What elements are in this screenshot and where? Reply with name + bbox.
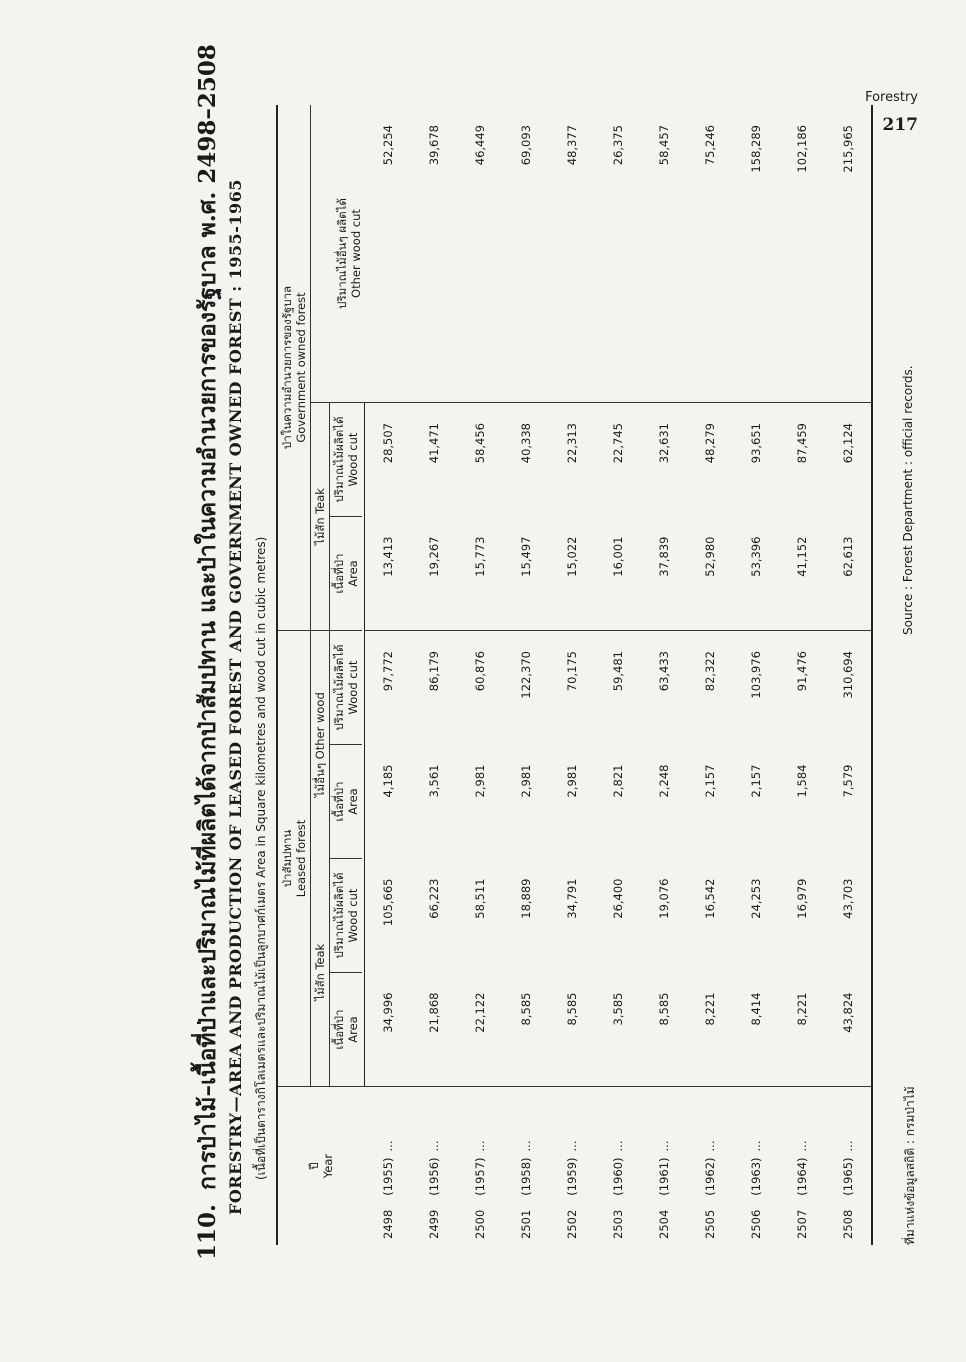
unit-note-thai: (เนื้อที่เป็นตารางกิโลเมตรและปริมาณไม้เป็นลูกบาศก์เมตร (254, 881, 268, 1180)
source-english: Source : Forest Department : official records. (901, 365, 915, 635)
year-cell (549, 1087, 595, 1246)
cell-la-teak-area: 34,996 (381, 992, 395, 1033)
gov-teak-header (311, 403, 330, 631)
cell-la-other-area: 2,157 (749, 764, 763, 798)
year-cell (503, 1087, 549, 1246)
leased-english: Leased forest (294, 819, 308, 898)
cell-gov-teak-cut: 58,456 (457, 403, 503, 517)
leader-dots: ... (657, 1140, 671, 1152)
year-ce: (1958) (519, 1157, 533, 1196)
cell-la-other-cut: 103,976 (733, 631, 779, 745)
cell-gov-teak-area: 37,839 (657, 536, 671, 577)
source-thai: ที่มาแห่งข้อมูลสถิติ : กรมป่าไม้ (903, 1086, 917, 1245)
cell-gov-other-cut: 58,457 (657, 125, 671, 166)
other-wood-english: Other wood (313, 692, 327, 760)
wood-cut-thai: ปริมาณไม้ผลิตได้ (332, 644, 346, 731)
year-header (277, 1087, 365, 1246)
cell-gov-other-cut: 158,289 (749, 125, 763, 173)
year-be: 2508 (841, 1209, 855, 1239)
cell-la-teak-cut: 16,542 (703, 878, 717, 919)
cell-la-other-cut: 91,476 (779, 631, 825, 745)
cell-la-other-area: 3,561 (427, 764, 441, 798)
wood-cut-english: Wood cut (346, 660, 360, 715)
year-be: 2498 (380, 1209, 395, 1239)
cell-la-other-area: 2,981 (519, 764, 533, 798)
area-english: Area (346, 560, 360, 587)
cell-la-other-area: 2,821 (611, 764, 625, 798)
leased-thai: ป่าสัมปทาน (280, 829, 294, 888)
other-wood-cut-thai: ปริมาณไม้อื่นๆ ผลิตได้ (334, 198, 349, 309)
forestry-table (276, 105, 873, 1245)
year-ce: (1963) (749, 1157, 763, 1196)
cell-la-teak-area: 3,585 (611, 992, 625, 1026)
cell-gov-other-cut: 26,375 (611, 125, 625, 166)
cell-la-other-cut: 70,175 (549, 631, 595, 745)
cell-la-teak-cut: 19,076 (657, 878, 671, 919)
leader-dots: ... (795, 1140, 809, 1152)
table-title-thai (190, 44, 226, 1260)
cell-la-other-area: 1,584 (795, 764, 809, 798)
table-row (733, 105, 779, 1245)
year-be: 2505 (703, 1209, 717, 1239)
year-ce: (1965) (841, 1157, 855, 1196)
year-be: 2500 (473, 1209, 487, 1239)
cell-gov-teak-cut: 48,279 (687, 403, 733, 517)
leader-dots: ... (427, 1140, 441, 1152)
table-row (687, 105, 733, 1245)
cell-la-other-area: 2,248 (657, 764, 671, 798)
year-ce: (1960) (611, 1157, 625, 1196)
unit-note (252, 537, 271, 1180)
cell-gov-teak-area: 15,773 (473, 536, 487, 577)
cell-la-teak-cut: 105,665 (381, 878, 395, 927)
area-english: Area (346, 1016, 360, 1043)
leader-dots: ... (749, 1140, 763, 1152)
cell-gov-teak-cut: 62,124 (825, 403, 872, 517)
cell-gov-teak-area: 13,413 (381, 536, 395, 577)
year-be: 2503 (611, 1209, 625, 1239)
cell-la-other-cut: 97,772 (365, 631, 412, 745)
year-be: 2499 (427, 1209, 441, 1239)
year-ce: (1957) (473, 1157, 487, 1196)
cell-gov-teak-area: 15,022 (565, 536, 579, 577)
table-row (411, 105, 457, 1245)
cell-la-teak-area: 8,221 (795, 992, 809, 1026)
cell-la-other-cut: 63,433 (641, 631, 687, 745)
cell-gov-teak-area: 16,001 (611, 536, 625, 577)
year-header-english: Year (321, 1153, 336, 1179)
year-cell (825, 1087, 872, 1246)
cell-la-other-cut: 82,322 (687, 631, 733, 745)
year-cell (365, 1087, 412, 1246)
cell-la-other-cut: 310,694 (825, 631, 872, 745)
table-row (641, 105, 687, 1245)
cell-la-teak-area: 8,585 (657, 992, 671, 1026)
table-row (595, 105, 641, 1245)
government-english: Government owned forest (294, 292, 308, 443)
cell-gov-other-cut: 102,186 (795, 125, 809, 173)
cell-la-other-cut: 122,370 (503, 631, 549, 745)
leased-forest-header (277, 631, 311, 1087)
cell-la-other-area: 2,981 (565, 764, 579, 798)
cell-la-teak-area: 8,585 (519, 992, 533, 1026)
year-cell (595, 1087, 641, 1246)
table-body (365, 105, 873, 1245)
table-row (549, 105, 595, 1245)
cell-la-teak-cut: 16,979 (795, 878, 809, 919)
wood-cut-thai: ปริมาณไม้ผลิตได้ (332, 872, 346, 959)
cell-gov-teak-area: 41,152 (795, 536, 809, 577)
year-cell (687, 1087, 733, 1246)
other-wood-cut-english: Other wood cut (348, 209, 363, 298)
cell-gov-other-cut: 48,377 (565, 125, 579, 166)
year-be: 2504 (657, 1209, 671, 1239)
cell-la-teak-cut: 66,223 (427, 878, 441, 919)
leased-other-header (311, 631, 330, 859)
cell-gov-teak-cut: 41,471 (411, 403, 457, 517)
cell-la-teak-area: 21,868 (427, 992, 441, 1033)
leader-dots: ... (703, 1140, 717, 1152)
government-forest-header (277, 105, 311, 631)
teak-english: Teak (313, 943, 327, 970)
cell-gov-teak-cut: 32,631 (641, 403, 687, 517)
page-number: 217 (882, 115, 918, 135)
cell-la-teak-area: 8,585 (565, 992, 579, 1026)
cell-la-teak-cut: 26,400 (611, 878, 625, 919)
government-thai: ป่าในความอำนวยการของรัฐบาล (280, 285, 294, 450)
cell-la-other-area: 7,579 (825, 745, 872, 859)
year-cell (411, 1087, 457, 1246)
year-header-thai: ปี (307, 1162, 322, 1170)
leader-dots: ... (611, 1140, 625, 1152)
cell-la-teak-cut: 34,791 (565, 878, 579, 919)
cell-gov-other-cut: 75,246 (703, 125, 717, 166)
cell-la-teak-area: 8,221 (703, 992, 717, 1026)
table-row (825, 105, 872, 1245)
area-thai: เนื้อที่ป่า (332, 1009, 346, 1050)
rotated-table-page (106, 40, 966, 1290)
table-row (365, 105, 412, 1245)
cell-la-other-cut: 60,876 (457, 631, 503, 745)
cell-gov-teak-area: 15,497 (519, 536, 533, 577)
cell-la-other-area: 2,157 (703, 764, 717, 798)
year-cell (779, 1087, 825, 1246)
cell-la-teak-cut: 18,889 (519, 878, 533, 919)
cell-gov-teak-area: 62,613 (825, 517, 872, 631)
cell-gov-teak-cut: 40,338 (503, 403, 549, 517)
year-ce: (1964) (795, 1157, 809, 1196)
leased-other-cut-header (330, 631, 363, 745)
cell-la-other-area: 4,185 (381, 764, 395, 798)
gov-teak-cut-header (330, 403, 363, 517)
year-cell (641, 1087, 687, 1246)
table-row (503, 105, 549, 1245)
cell-gov-teak-area: 52,980 (703, 536, 717, 577)
leader-dots: ... (519, 1140, 533, 1152)
table-row (457, 105, 503, 1245)
year-be: 2501 (519, 1209, 533, 1239)
leader-dots: ... (380, 1140, 395, 1152)
cell-la-other-cut: 86,179 (411, 631, 457, 745)
year-be: 2507 (795, 1209, 809, 1239)
teak-thai: ไม้สัก (313, 517, 327, 545)
cell-la-teak-area: 8,414 (749, 992, 763, 1026)
table-title-english: FORESTRY—AREA AND PRODUCTION OF LEASED FOREST AND GOVERNMENT OWNED FOREST : 1955-1965 (226, 179, 245, 1215)
leader-dots: ... (473, 1140, 487, 1152)
cell-gov-teak-cut: 22,313 (549, 403, 595, 517)
cell-gov-other-cut: 69,093 (519, 125, 533, 166)
year-ce: (1961) (657, 1157, 671, 1196)
title-thai-text: การป่าไม้–เนื้อที่ป่าและปริมาณไม้ที่ผลิตได้จากป่าสัมปทาน และป่าในความอำนวยการของรัฐบาล พ.ศ. 2498–2508 (194, 44, 221, 1190)
year-ce: (1959) (565, 1157, 579, 1196)
leased-teak-cut-header (330, 859, 363, 973)
cell-gov-teak-cut: 87,459 (779, 403, 825, 517)
area-english: Area (346, 788, 360, 815)
table-number: 110. (194, 1203, 221, 1260)
year-be: 2506 (749, 1209, 763, 1239)
teak-english: Teak (313, 488, 327, 514)
year-ce: (1962) (703, 1157, 717, 1196)
unit-note-english: Area in Square kilometres and wood cut in cubic metres) (254, 536, 268, 878)
table-row (779, 105, 825, 1245)
other-wood-thai: ไม้อื่นๆ (313, 762, 327, 798)
section-label: Forestry (865, 90, 918, 105)
teak-thai: ไม้สัก (313, 973, 327, 1001)
cell-la-teak-cut: 24,253 (749, 878, 763, 919)
gov-other-wood-cut-header (311, 105, 365, 403)
cell-gov-teak-cut: 22,745 (595, 403, 641, 517)
cell-la-teak-cut: 43,703 (825, 859, 872, 973)
leased-other-area-header (330, 745, 363, 859)
cell-gov-teak-cut: 28,507 (365, 403, 412, 517)
area-thai: เนื้อที่ป่า (332, 553, 346, 594)
year-be: 2502 (565, 1209, 579, 1239)
wood-cut-english: Wood cut (346, 432, 360, 487)
year-cell (457, 1087, 503, 1246)
leased-teak-area-header (330, 973, 363, 1087)
cell-gov-teak-area: 19,267 (427, 536, 441, 577)
leased-teak-header (311, 859, 330, 1087)
cell-gov-teak-area: 53,396 (749, 536, 763, 577)
wood-cut-english: Wood cut (346, 888, 360, 943)
cell-gov-other-cut: 52,254 (380, 125, 395, 166)
gov-teak-area-header (330, 517, 363, 631)
cell-la-teak-area: 22,122 (473, 992, 487, 1033)
cell-gov-other-cut: 46,449 (473, 125, 487, 166)
cell-gov-other-cut: 39,678 (427, 125, 441, 166)
cell-gov-teak-cut: 93,651 (733, 403, 779, 517)
cell-gov-other-cut: 215,965 (825, 105, 872, 403)
leader-dots: ... (841, 1140, 855, 1152)
year-ce: (1955) (380, 1157, 395, 1196)
leader-dots: ... (565, 1140, 579, 1152)
year-ce: (1956) (427, 1157, 441, 1196)
cell-la-other-cut: 59,481 (595, 631, 641, 745)
year-cell (733, 1087, 779, 1246)
cell-la-teak-cut: 58,511 (473, 878, 487, 919)
wood-cut-thai: ปริมาณไม้ผลิตได้ (332, 416, 346, 503)
area-thai: เนื้อที่ป่า (332, 781, 346, 822)
cell-la-teak-area: 43,824 (825, 973, 872, 1087)
cell-la-other-area: 2,981 (473, 764, 487, 798)
